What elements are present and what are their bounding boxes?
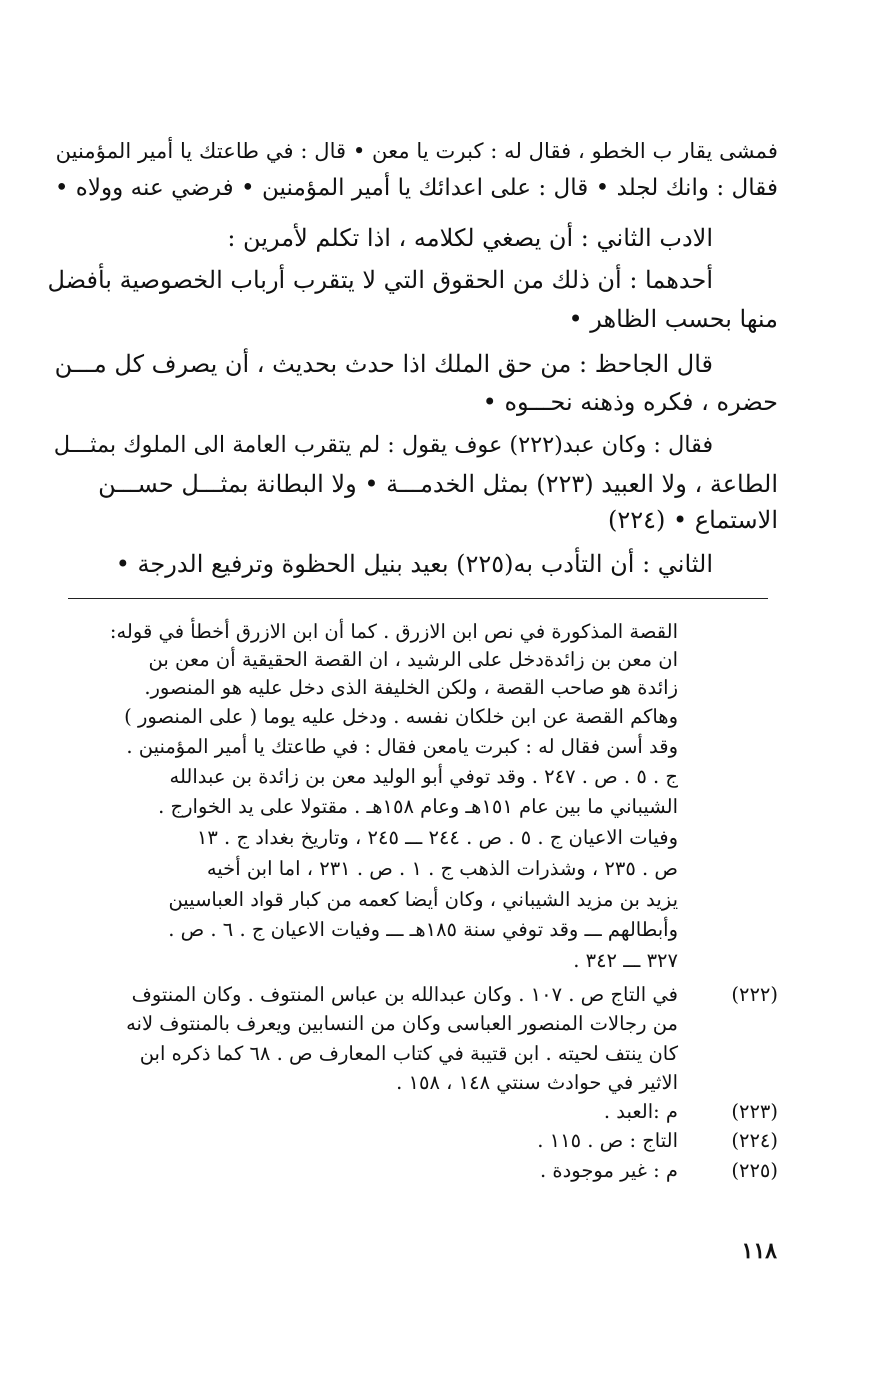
page-number: ١١٨: [741, 1238, 777, 1264]
footnote-number: (٢٢٢): [731, 983, 778, 1006]
body-line: فقال : وانك لجلد • قال : على اعدائك يا أمير المؤمنين • فرضي عنه وولاه •: [54, 175, 778, 201]
body-line: الثاني : أن التأدب به(٢٢٥) بعيد بنيل الحظوة وترفيع الدرجة •: [115, 550, 713, 578]
footnote-line: م : غير موجودة .: [539, 1159, 678, 1182]
footnote-line: وأبطالهم ـــ وقد توفي سنة ١٨٥هـ ـــ وفيات الاعيان ج . ٦ . ص .: [168, 918, 678, 941]
body-line: فمشى يقار ب الخطو ، فقال له : كبرت يا معن • قال : في طاعتك يا أمير المؤمنين: [55, 138, 778, 163]
footnote-line: م :العبد .: [603, 1100, 678, 1123]
footnote-line: ان معن بن زائدةدخل على الرشيد ، ان القصة الحقيقية أن معن بن: [148, 648, 678, 671]
footnote-separator: [68, 598, 768, 599]
footnote-number: (٢٢٥): [731, 1159, 778, 1182]
body-line: حضره ، فكره وذهنه نحـــوه •: [482, 388, 778, 416]
footnote-line: كان ينتف لحيته . ابن قتيبة في كتاب المعارف ص . ٦٨ كما ذكره ابن: [139, 1042, 678, 1065]
footnote-line: وقد أسن فقال له : كبرت يامعن فقال : في طاعتك يا أمير المؤمنين .: [126, 735, 678, 758]
footnote-line: يزيد بن مزيد الشيباني ، وكان أيضا كعمه من كبار قواد العباسيين: [168, 888, 678, 911]
body-line: منها بحسب الظاهر •: [568, 305, 778, 333]
body-line: أحدهما : أن ذلك من الحقوق التي لا يتقرب أرباب الخصوصية بأفضل: [47, 266, 713, 294]
footnote-line: من رجالات المنصور العباسى وكان من النسابين ويعرف بالمنتوف لانه: [126, 1012, 678, 1035]
body-line: الاستماع • (٢٢٤): [607, 506, 778, 534]
footnote-number: (٢٢٤): [731, 1129, 778, 1152]
footnote-line: التاج : ص . ١١٥ .: [537, 1129, 678, 1152]
body-line: الادب الثاني : أن يصغي لكلامه ، اذا تكلم لأمرين :: [227, 224, 713, 252]
footnote-line: الاثير في حوادث سنتي ١٤٨ ، ١٥٨ .: [396, 1071, 678, 1094]
footnote-number: (٢٢٣): [731, 1100, 778, 1123]
footnote-line: الشيباني ما بين عام ١٥١هـ وعام ١٥٨هـ . مقتولا على يد الخوارج .: [158, 795, 678, 818]
footnote-line: ٣٢٧ ـــ ٣٤٢ .: [573, 949, 678, 972]
footnote-line: وفيات الاعيان ج . ٥ . ص . ٢٤٤ ـــ ٢٤٥ ، وتاريخ بغداد ج . ١٣: [196, 826, 678, 849]
footnote-line: ص . ٢٣٥ ، وشذرات الذهب ج . ١ . ص . ٢٣١ ، اما ابن أخيه: [206, 857, 678, 880]
body-line: فقال : وكان عبد(٢٢٢) عوف يقول : لم يتقرب العامة الى الملوك بمثـــل: [53, 432, 713, 458]
body-line: قال الجاحظ : من حق الملك اذا حدث بحديث ، أن يصرف كل مـــن: [54, 350, 713, 378]
footnote-line: القصة المذكورة في نص ابن الازرق . كما أن ابن الازرق أخطأ في قوله:: [109, 620, 678, 643]
footnote-line: في التاج ص . ١٠٧ . وكان عبدالله بن عباس المنتوف . وكان المنتوف: [131, 983, 678, 1006]
footnote-line: وهاكم القصة عن ابن خلكان نفسه . ودخل عليه يوما ( على المنصور ): [124, 705, 678, 728]
footnote-line: ج . ٥ . ص . ٢٤٧ . وقد توفي أبو الوليد معن بن زائدة بن عبدالله: [169, 765, 678, 788]
body-line: الطاعة ، ولا العبيد (٢٢٣) بمثل الخدمـــة • ولا البطانة بمثـــل حســـن: [98, 470, 778, 498]
footnote-line: زائدة هو صاحب القصة ، ولكن الخليفة الذى دخل عليه هو المنصور.: [144, 676, 678, 699]
